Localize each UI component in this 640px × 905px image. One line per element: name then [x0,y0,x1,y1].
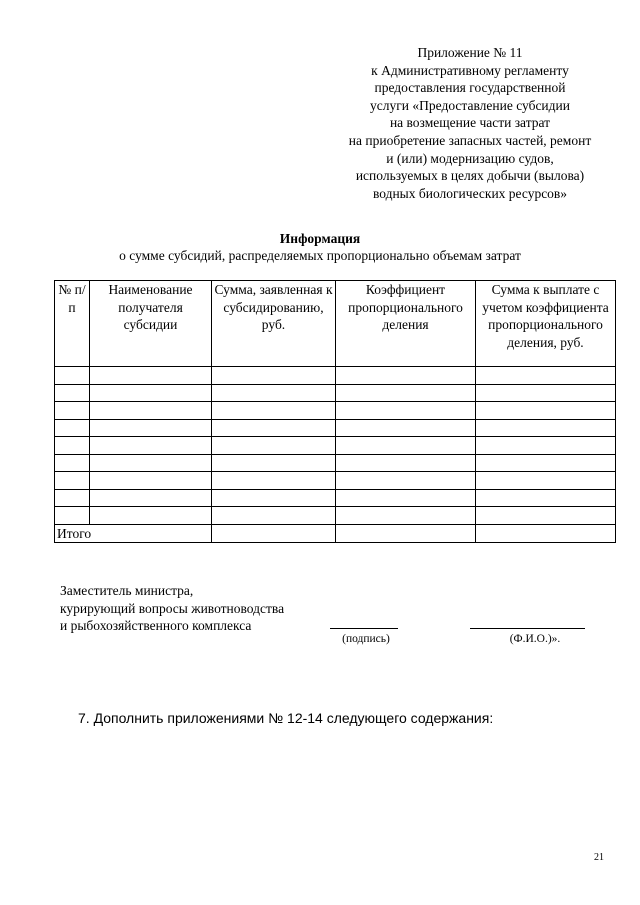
column-header-claimed-amount: Сумма, заявленная к субсидированию, руб. [212,281,336,367]
table-cell [90,437,212,455]
table-cell [336,367,476,385]
table-cell [336,454,476,472]
appendix-line: услуги «Предоставление субсидии [370,97,570,113]
name-label: (Ф.И.О.)». [509,633,561,645]
table-row [55,507,616,525]
table-cell [212,472,336,490]
table-cell [336,384,476,402]
appendix-line: Приложение № 11 [417,45,523,60]
table-cell [476,437,616,455]
appendix-line: и (или) модернизацию судов, [386,150,554,166]
table-cell [90,472,212,490]
table-cell [90,507,212,525]
table-cell [212,419,336,437]
appendix-header [320,44,620,202]
table-cell [212,454,336,472]
table-cell [336,437,476,455]
total-label: Итого [55,524,212,543]
appendix-line: к Административному регламенту [371,62,569,78]
column-header-coefficient: Коэффициент пропорционального деления [336,281,476,367]
appendix-line: используемых в целях добычи (вылова) [355,168,585,184]
appendix-line: на приобретение запасных частей, ремонт [348,132,592,148]
item-7-paragraph: 7. Дополнить приложениями № 12-14 следующего содержания: [78,710,494,726]
table-cell [336,402,476,420]
table-cell [55,367,90,385]
signer-block [60,582,284,635]
table-cell [336,507,476,525]
appendix-line: на возмещение части затрат [389,115,551,131]
document-subtitle: о сумме субсидий, распределяемых пропорционально объемам затрат [119,248,521,263]
table-row [55,419,616,437]
name-line [470,628,585,629]
table-cell [336,524,476,543]
table-row [55,367,616,385]
table-cell [55,472,90,490]
column-header-recipient: Наименование получателя субсидии [90,281,212,367]
table-cell [336,419,476,437]
page-number: 21 [594,852,604,863]
total-row [55,524,616,543]
table-cell [90,367,212,385]
appendix-line: водных биологических ресурсов» [372,185,568,201]
table-cell [90,454,212,472]
table-cell [55,419,90,437]
signature-label: (подпись) [342,633,390,645]
table-cell [90,384,212,402]
table-header-row [55,281,616,367]
table-row [55,472,616,490]
signer-line: и рыбохозяйственного комплекса [60,618,252,633]
table-row [55,437,616,455]
document-title: Информация [279,231,361,246]
table-cell [90,419,212,437]
table-cell [212,384,336,402]
table-row [55,454,616,472]
table-cell [336,472,476,490]
table-cell [476,402,616,420]
table-cell [55,489,90,507]
column-header-payout-amount: Сумма к выплате с учетом коэффициента пропорционального деления, руб. [476,281,616,367]
table-row [55,384,616,402]
table-cell [90,489,212,507]
table-cell [476,489,616,507]
table-cell [55,507,90,525]
signer-line: Заместитель министра, [60,583,194,598]
table-cell [212,437,336,455]
subsidy-table [54,280,616,543]
table-cell [55,454,90,472]
table-cell [55,384,90,402]
table-cell [212,402,336,420]
table-cell [476,419,616,437]
table-cell [55,402,90,420]
table-cell [55,437,90,455]
column-header-number: № п/п [55,281,90,367]
appendix-line: предоставления государственной [374,80,566,96]
table-cell [336,489,476,507]
table-cell [212,367,336,385]
table-cell [476,454,616,472]
table-cell [90,402,212,420]
table-cell [476,367,616,385]
table-cell [476,524,616,543]
table-row [55,402,616,420]
table-cell [476,507,616,525]
table-cell [212,524,336,543]
table-cell [476,384,616,402]
table-row [55,489,616,507]
signer-line: курирующий вопросы животноводства [60,600,285,616]
table-cell [212,507,336,525]
signature-line [330,628,398,629]
table-cell [476,472,616,490]
table-cell [212,489,336,507]
